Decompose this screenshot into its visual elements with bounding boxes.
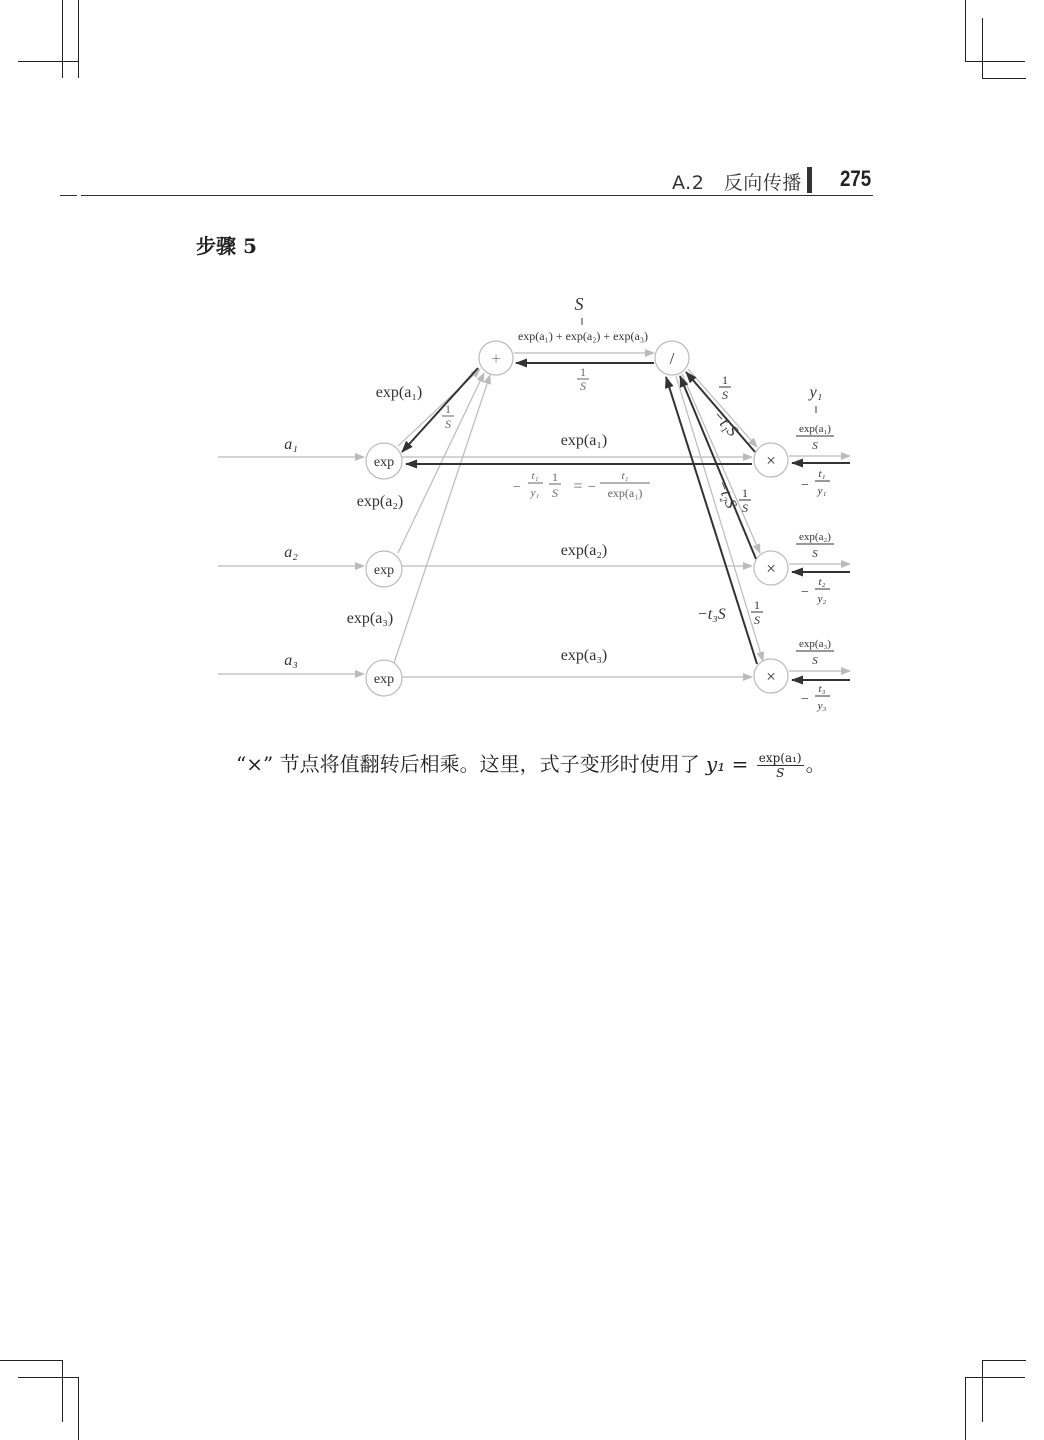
plus-node-label: + [491,349,501,368]
y-frac-1 [796,423,834,452]
svg-text:S: S [754,613,760,627]
neg-t3-y3 [801,683,830,712]
y1-eq-mark: ‖ [814,405,818,416]
svg-text:y₃: y₃ [817,700,827,712]
svg-text:1: 1 [754,598,760,612]
caption-frac-den: S [776,766,785,780]
frac-inv-S-mul2 [739,486,751,515]
mul-node-2-label: × [766,559,776,578]
page-number: 275 [840,166,872,191]
svg-text:t₂: t₂ [818,576,826,588]
crop-mark [965,1377,1025,1378]
svg-text:1: 1 [580,365,586,379]
frac-inv-S-div-plus [577,365,589,393]
svg-text:S: S [742,501,748,515]
svg-text:exp(a₁): exp(a₁) [607,486,643,500]
input-label-a2: a₂ [284,544,298,561]
edge-exp3-plus [394,375,490,663]
caption-end: 。 [805,752,826,776]
svg-text:1: 1 [552,470,558,484]
svg-text:−: − [513,480,521,495]
div-node-label: / [669,349,675,368]
caption-y1: y₁ [705,752,726,776]
svg-text:−: − [801,478,809,493]
svg-text:−: − [801,692,809,707]
mul-node-1-label: × [766,451,776,470]
neg-t2S-label: −t₂S [712,477,740,511]
frac-inv-S-mul1 [719,373,731,402]
neg-t1-y1 [801,468,830,497]
svg-text:exp(a₂): exp(a₂) [799,531,831,543]
y1-label: y₁ [809,384,823,401]
exp-node-1-label: exp [373,455,395,470]
exp-a3-to-plus-label: exp(a₃) [346,610,394,627]
exp-a3-center-label: exp(a₃) [560,647,608,664]
neg-t3S-label: −t₃S [697,606,726,623]
crop-mark [982,1360,1026,1361]
crop-mark [18,1377,78,1378]
exp-a1-to-plus-label: exp(a₁) [375,384,423,401]
mul-node-3-label: × [766,667,776,686]
step-title: 步骤 5 [196,234,257,258]
svg-text:exp(a₃): exp(a₃) [799,638,831,650]
svg-text:S: S [722,388,728,402]
frac-inv-S-mul3 [751,598,763,627]
caption-frac-num: exp(a₁) [758,751,802,765]
svg-text:S: S [580,379,586,393]
svg-text:t₁: t₁ [621,470,629,482]
svg-text:=: = [573,478,583,495]
svg-text:S: S [812,655,818,667]
caption-text: “×” 节点将值翻转后相乘。这里，式子变形时使用了 [236,752,706,776]
svg-text:y₂: y₂ [817,593,827,605]
svg-text:S: S [445,417,451,431]
neg-t1S-label: −t₁S [708,407,741,441]
svg-text:−: − [588,480,596,495]
figure-caption [236,748,826,780]
exp-node-2-label: exp [373,563,395,578]
sum-S-label: S [574,294,584,314]
caption-equals: = [725,752,755,776]
svg-text:S: S [812,440,818,452]
exp-a2-center-label: exp(a₂) [560,542,608,559]
svg-text:−: − [801,585,809,600]
svg-text:t₁: t₁ [531,470,539,482]
crop-mark [0,1360,62,1361]
svg-text:S: S [812,548,818,560]
neg-t-over-y [801,468,830,712]
svg-text:y₁: y₁ [817,485,827,497]
center-equation [513,470,650,500]
svg-text:y₁: y₁ [530,487,540,499]
crop-mark [982,1360,983,1422]
input-label-a1: a₁ [284,436,298,453]
y-frac-2 [796,531,834,560]
exp-a2-to-plus-label: exp(a₂) [356,493,404,510]
svg-text:1: 1 [742,486,748,500]
crop-mark [62,1360,63,1422]
sum-eq-mark: ‖ [580,317,584,328]
y-frac-3 [796,638,834,667]
svg-text:t₁: t₁ [818,468,826,480]
exp-node-3-label: exp [373,672,395,687]
input-label-a3: a₃ [284,652,298,669]
section-title: A.2 反向传播 [672,172,802,194]
exp-a1-center-label: exp(a₁) [560,432,608,449]
backward-edges [402,363,850,680]
svg-text:1: 1 [722,373,728,387]
forward-edges [218,353,850,677]
caption-fraction [757,751,804,780]
sum-expression: exp(a₁) + exp(a₂) + exp(a₃) [517,329,649,343]
neg-t2-y2 [801,576,830,605]
svg-text:t₃: t₃ [818,683,826,695]
svg-text:S: S [552,486,558,500]
svg-text:1: 1 [445,402,451,416]
svg-text:exp(a₁): exp(a₁) [799,423,831,435]
crop-mark [78,1377,79,1440]
crop-mark [965,1377,966,1440]
